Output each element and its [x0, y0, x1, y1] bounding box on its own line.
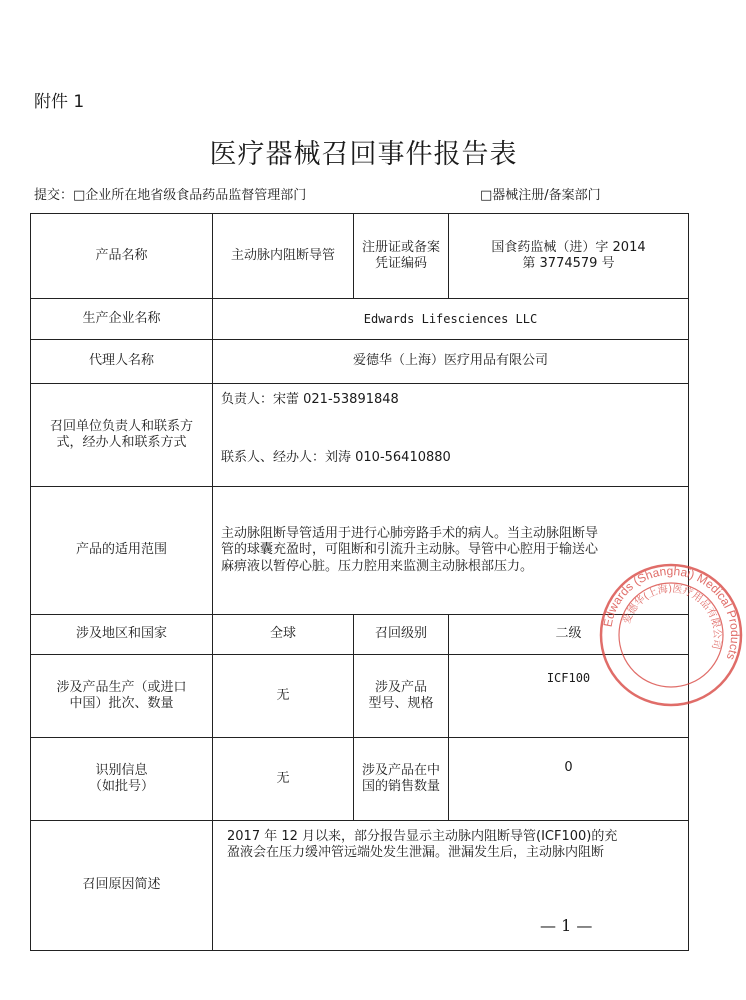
- row-identification: [31, 738, 689, 821]
- ident-value: 无: [213, 738, 354, 821]
- agent-label: 代理人名称: [31, 340, 213, 384]
- page-number: — 1 —: [540, 916, 593, 935]
- row-scope: [31, 487, 689, 615]
- agent-value: 爱德华（上海）医疗用品有限公司: [213, 340, 689, 384]
- sales-value: 0: [449, 738, 689, 821]
- seal-inner-text: 爱德华(上海)医疗用品有限公司: [621, 583, 723, 651]
- model-value: ICF100: [449, 655, 689, 738]
- level-label: 召回级别: [354, 615, 449, 655]
- row-manufacturer: [31, 299, 689, 340]
- region-value: 全球: [213, 615, 354, 655]
- company-seal: [596, 560, 746, 710]
- scope-value: 主动脉阻断导管适用于进行心肺旁路手术的病人。当主动脉阻断导 管的球囊充盈时，可阻断和引流升主动脉。导管中心腔用于输送心 麻痹液以暂停心脏。压力腔用来监测主动脉根部压力。: [213, 487, 689, 615]
- reason-value: 2017 年 12 月以来，部分报告显示主动脉内阻断导管(ICF100)的充 盈液会在压力缓冲管远端处发生泄漏。泄漏发生后，主动脉内阻断: [213, 821, 689, 951]
- row-product: [31, 214, 689, 299]
- sales-label: 涉及产品在中 国的销售数量: [354, 738, 449, 821]
- batch-label: 涉及产品生产（或进口 中国）批次、数量: [31, 655, 213, 738]
- submit-to-provincial: 提交：□企业所在地省级食品药品监督管理部门: [34, 188, 307, 203]
- reason-label: 召回原因简述: [31, 821, 213, 951]
- reg-no-label: 注册证或备案 凭证编码: [354, 214, 449, 299]
- manufacturer-value: Edwards Lifesciences LLC: [213, 299, 689, 340]
- submit-to-registration: □器械注册/备案部门: [480, 188, 601, 203]
- row-region: [31, 615, 689, 655]
- scope-label: 产品的适用范围: [31, 487, 213, 615]
- product-name-label: 产品名称: [31, 214, 213, 299]
- recall-report-table: [30, 213, 689, 951]
- manufacturer-label: 生产企业名称: [31, 299, 213, 340]
- row-batch: [31, 655, 689, 738]
- page-title: 医疗器械召回事件报告表: [209, 139, 518, 170]
- model-label: 涉及产品 型号、规格: [354, 655, 449, 738]
- contact-label: 召回单位负责人和联系方 式，经办人和联系方式: [31, 384, 213, 487]
- contact-value: 负责人：宋蕾 021-53891848 联系人、经办人：刘涛 010-56410880: [213, 384, 689, 487]
- product-name-value: 主动脉内阻断导管: [213, 214, 354, 299]
- reg-no-value: 国食药监械（进）字 2014 第 3774579 号: [449, 214, 689, 299]
- level-value: 二级: [449, 615, 689, 655]
- seal-outer-text: Edwards (Shanghai) Medical Products: [600, 563, 743, 662]
- row-contact: [31, 384, 689, 487]
- attachment-label: 附件 1: [34, 92, 85, 112]
- row-agent: [31, 340, 689, 384]
- ident-label: 识别信息 （如批号）: [31, 738, 213, 821]
- batch-value: 无: [213, 655, 354, 738]
- region-label: 涉及地区和国家: [31, 615, 213, 655]
- seal-inner-ring: [619, 583, 723, 687]
